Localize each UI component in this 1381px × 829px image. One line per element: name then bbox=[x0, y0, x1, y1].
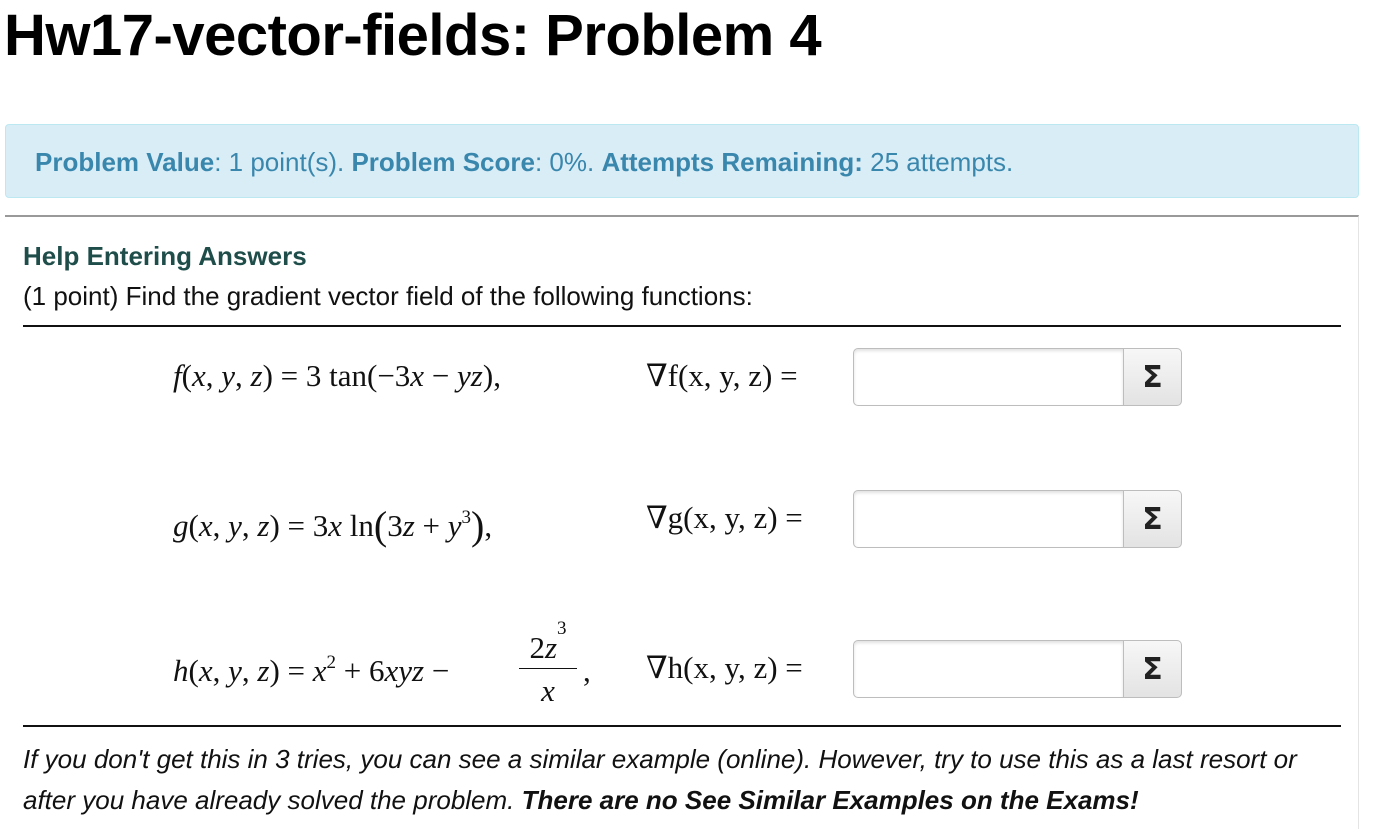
problem-prompt: (1 point) Find the gradient vector field of the following functions: bbox=[23, 281, 753, 311]
function-g-expression: g(x, y, z) = 3x $\ln(3z + y^3)$, bbox=[173, 503, 493, 548]
attempts-remaining-label: Attempts Remaining: bbox=[601, 147, 863, 177]
help-entering-answers-link[interactable]: Help Entering Answers bbox=[23, 241, 307, 271]
answer-g-group bbox=[853, 490, 1182, 548]
answer-g-input[interactable] bbox=[853, 490, 1124, 548]
note-text: If you don't get this in 3 tries, you can see a similar example (online). However, try to use this as a last resort or after you have already solved the problem. bbox=[23, 744, 1297, 815]
gradient-f-label: ∇f(x, y, z) = bbox=[646, 358, 798, 393]
problem-score-text: : 0%. bbox=[534, 147, 602, 177]
problem-score-label: Problem Score bbox=[351, 147, 535, 177]
answer-f-group bbox=[853, 348, 1182, 406]
gradient-h-label: ∇h(x, y, z) = bbox=[646, 650, 803, 685]
bottom-divider bbox=[23, 725, 1341, 727]
similar-example-note bbox=[23, 739, 1348, 821]
attempts-remaining-text: 25 attempts. bbox=[862, 147, 1014, 177]
equation-editor-f-button[interactable] bbox=[1124, 348, 1182, 406]
answer-h-input[interactable] bbox=[853, 640, 1124, 698]
gradient-g-label: ∇g(x, y, z) = bbox=[646, 500, 803, 535]
sigma-icon: Σ bbox=[1142, 359, 1163, 395]
sigma-icon: Σ bbox=[1142, 501, 1163, 537]
answer-h-group bbox=[853, 640, 1182, 698]
function-h-expression: h(x, y, $z) = x^2 + 6xyz$ − bbox=[173, 652, 450, 688]
note-bold-warning: There are no See Similar Examples on the Exams! bbox=[521, 785, 1139, 815]
problem-info-banner bbox=[5, 124, 1359, 198]
problem-body bbox=[5, 215, 1359, 829]
function-h-fraction: $2z^3$ x bbox=[519, 630, 577, 709]
function-f-expression: f(x, y, z) = 3 tan(−3x − yz), bbox=[173, 358, 501, 393]
page-title: Hw17-vector-fields: Problem 4 bbox=[4, 3, 822, 68]
equation-editor-g-button[interactable] bbox=[1124, 490, 1182, 548]
function-h-comma: , bbox=[583, 653, 591, 688]
problem-value-label: Problem Value bbox=[35, 147, 215, 177]
answer-f-input[interactable] bbox=[853, 348, 1124, 406]
problem-value-text: : 1 point(s). bbox=[214, 147, 352, 177]
equation-editor-h-button[interactable] bbox=[1124, 640, 1182, 698]
sigma-icon: Σ bbox=[1142, 651, 1163, 687]
top-divider bbox=[23, 325, 1341, 327]
